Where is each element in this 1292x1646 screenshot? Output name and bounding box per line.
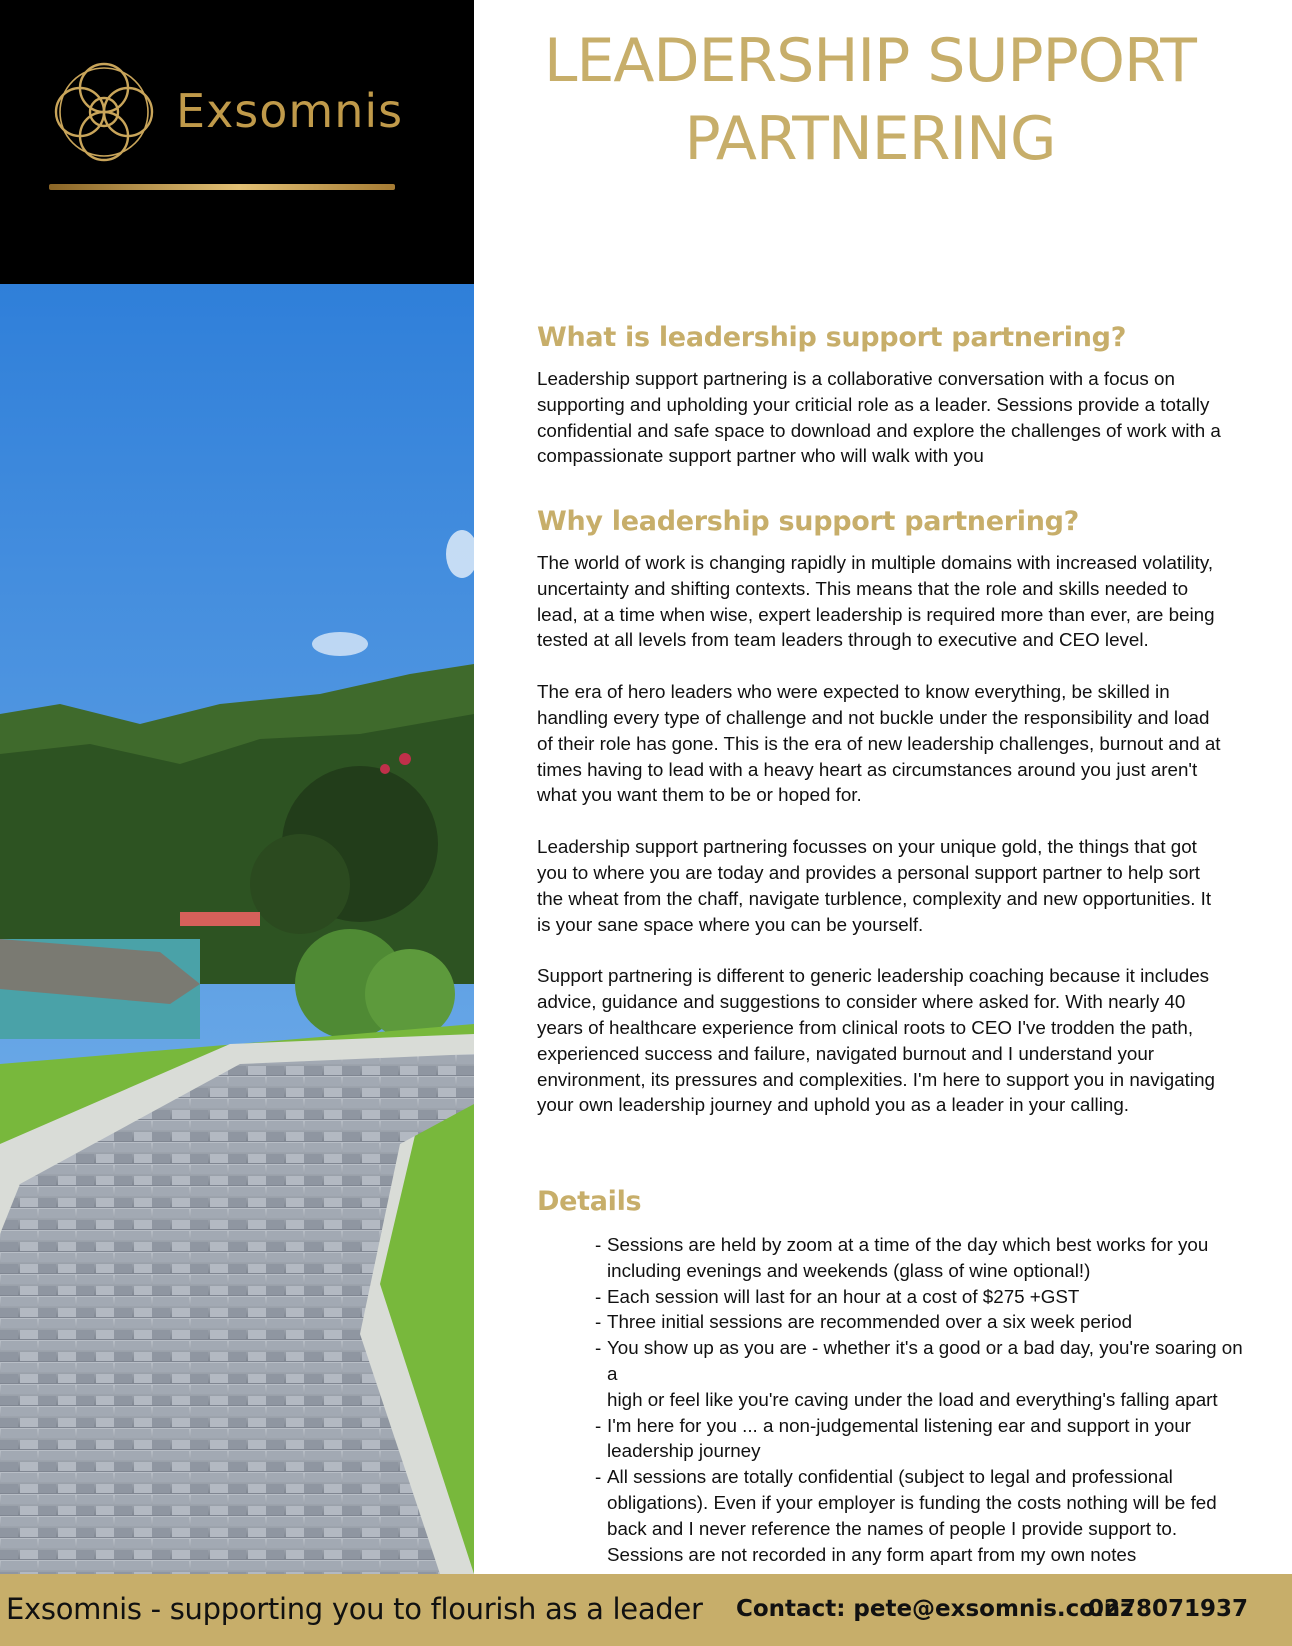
list-item: - Each session will last for an hour at a cost of $275 +GST [595, 1284, 1257, 1310]
section-body: Leadership support partnering is a collaborative conversation with a focus on supporting and upholding your criticial role as a leader. Sessions provide a totally confidential and safe space to download and explore the challenges of work with a compassionate support partner who will walk with you [537, 368, 1221, 467]
section-heading: What is leadership support partnering? [537, 322, 1127, 353]
list-item: - Sessions are held by zoom at a time of the day which best works for you including evenings and weekends (glass of wine optional!) [595, 1232, 1257, 1284]
paragraph: Leadership support partnering focusses on your unique gold, the things that got you to where you are today and provides a personal support partner to help sort the wheat from the chaff, navigate turblence, complexity and new opportunities. It is your sane space where you can be yourself. [537, 836, 1212, 935]
list-item: - I'm here for you ... a non-judgemental listening ear and support in your leadership journey [595, 1413, 1257, 1465]
list-item: - All sessions are totally confidential (subject to legal and professional obligations). Even if your employer is funding the costs nothing will be fed back and I never reference the names of people I provide support to. Sessions are not recorded in any form apart from my own notes [595, 1464, 1257, 1567]
section-why [537, 502, 1227, 1118]
section-heading: Why leadership support partnering? [537, 506, 1080, 537]
paragraph: The world of work is changing rapidly in multiple domains with increased volatility, uncertainty and shifting contexts. This means that the role and skills needed to lead, at a time when wise, expert leadership is required more than ever, are being tested at all levels from team leaders through to executive and CEO level. [537, 552, 1215, 651]
page-title: LEADERSHIP SUPPORT PARTNERING [544, 26, 1196, 174]
logo-divider [49, 184, 395, 190]
paragraph: The era of hero leaders who were expected to know everything, be skilled in handling every type of challenge and not buckle under the responsibility and load of their role has gone. This is the era of new leadership challenges, burnout and at times having to lead with a heavy heart as circumstances around you just aren't what you want them to be or hoped for. [537, 681, 1221, 806]
list-item: - You show up as you are - whether it's a good or a bad day, you're soaring on a high or feel like you're caving under the load and everything's falling apart [595, 1335, 1257, 1412]
section-heading: Details [537, 1186, 642, 1217]
footer-bar [0, 1574, 1292, 1646]
coastal-path-photo [0, 284, 474, 1574]
brand-wordmark: Exsomnis [176, 84, 404, 138]
details-list [595, 1232, 1257, 1567]
footer-tagline: Exsomnis - supporting you to flourish as a leader [6, 1592, 703, 1626]
section-details [537, 1182, 1257, 1567]
contact-email: Contact: pete@exsomnis.co.nz [736, 1596, 1134, 1622]
logo-panel [0, 0, 474, 284]
paragraph: Support partnering is different to generic leadership coaching because it includes advice, guidance and suggestions to consider where asked for. With nearly 40 years of healthcare experience from clinical roots to CEO I've trodden the path, experienced success and failure, navigated burnout and I understand your environment, its pressures and complexities. I'm here to support you in navigating your own leadership journey and uphold you as a leader in your calling. [537, 965, 1215, 1116]
list-item: - Three initial sessions are recommended over a six week period [595, 1309, 1257, 1335]
contact-phone: 0278071937 [1088, 1596, 1249, 1622]
section-what [537, 318, 1227, 469]
celtic-knot-icon [48, 52, 160, 172]
